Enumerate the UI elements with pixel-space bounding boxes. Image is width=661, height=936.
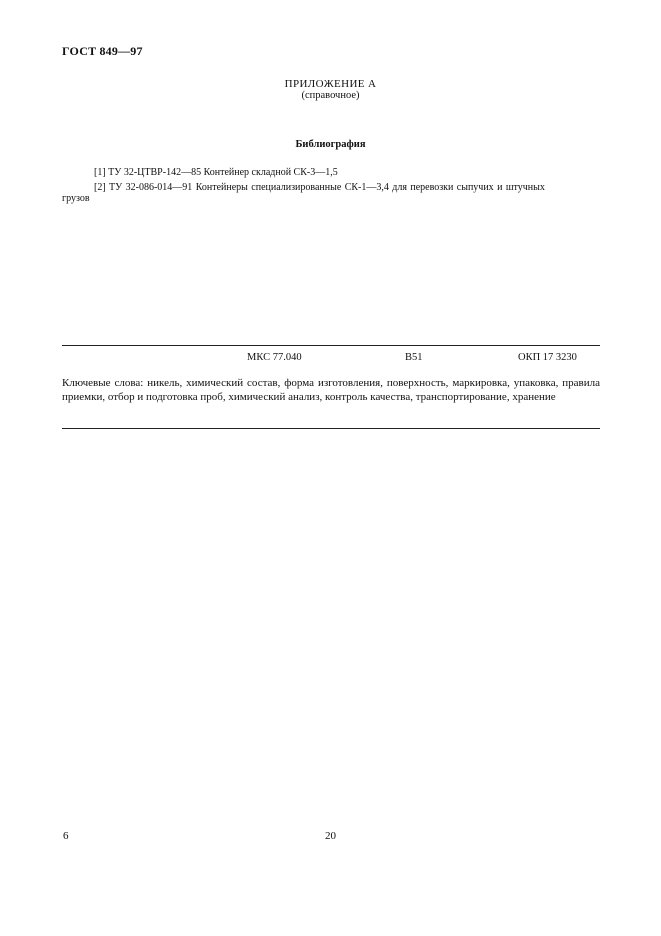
bibliography-item-2-continuation: грузов	[62, 193, 90, 204]
bottom-divider	[62, 428, 600, 429]
appendix-subtitle: (справочное)	[301, 90, 360, 101]
page-number-center: 20	[325, 830, 336, 842]
group-code: В51	[405, 352, 423, 363]
appendix-title: ПРИЛОЖЕНИЕ А	[284, 78, 377, 90]
bibliography-title: Библиография	[295, 139, 366, 150]
bibliography-item-1: [1] ТУ 32-ЦТВР-142—85 Контейнер складной СК-3—1,5	[94, 167, 338, 178]
keywords-paragraph: Ключевые слова: никель, химический состав, форма изготовления, поверхность, маркировка, упаковка, правила приемки, отбор и подготовка проб, химический анализ, контроль качества, транспортирование, хранение	[62, 377, 600, 403]
bibliography-item-2: [2] ТУ 32-086-014—91 Контейнеры специализированные СК-1—3,4 для перевозки сыпучих и штучных	[94, 182, 545, 193]
document-header: ГОСТ 849—97	[62, 44, 143, 58]
okp-code: ОКП 17 3230	[518, 352, 577, 363]
page-number-left: 6	[63, 830, 69, 842]
top-divider	[62, 345, 600, 346]
mks-code: МКС 77.040	[247, 352, 302, 363]
